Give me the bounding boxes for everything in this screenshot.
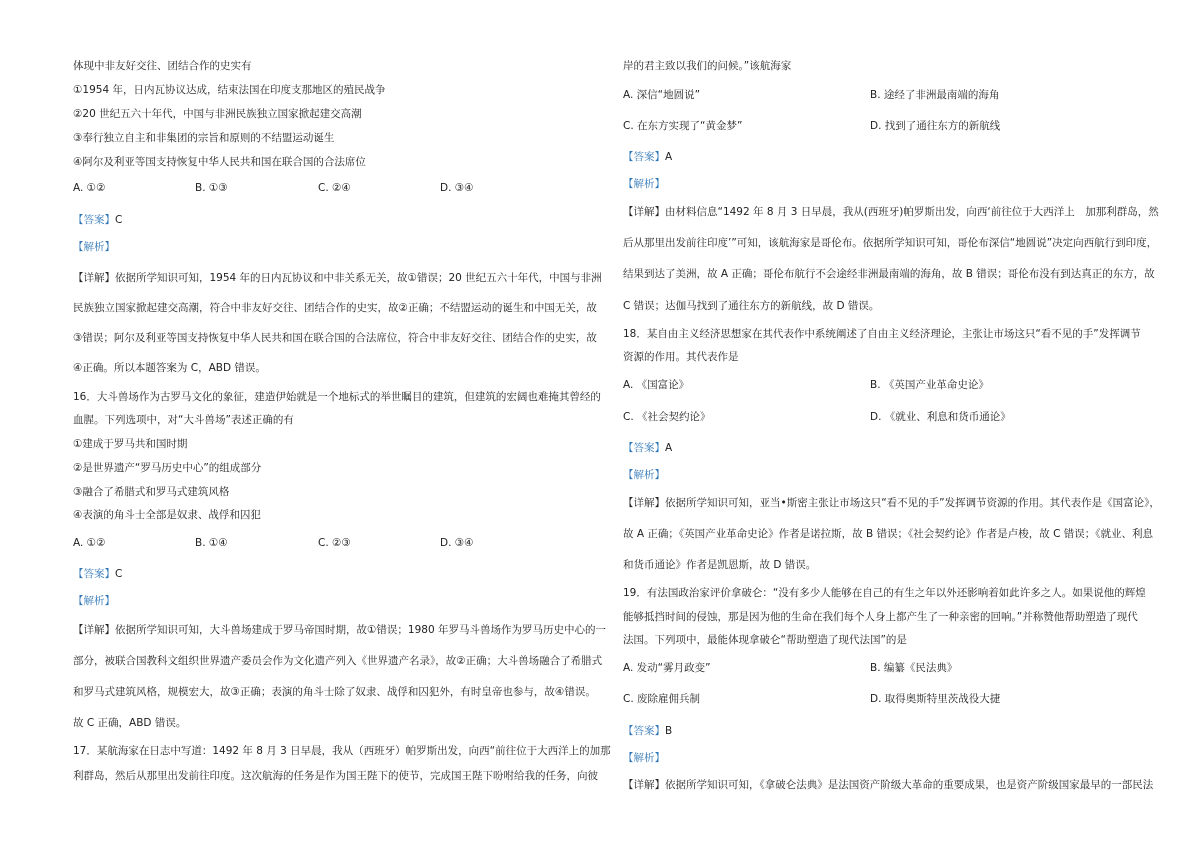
q16-item-1: ①建成于罗马共和国时期: [73, 438, 188, 450]
q19-answer: [623, 724, 672, 738]
q17-stem-line: 利群岛，然后从那里出发前往印度。这次航海的任务是作为国王陛下的使节，完成国王陛下吩咐给我的任务，向彼: [73, 770, 598, 782]
q17-analysis-tag: 【解析】: [623, 178, 665, 190]
q15-detail-line: 民族独立国家掀起建交高潮，符合中非友好交往、团结合作的史实，故②正确；不结盟运动的诞生和中国无关，故: [73, 302, 597, 314]
q15-option-b: B. ①③: [195, 182, 228, 194]
q18-analysis-tag: 【解析】: [623, 469, 665, 481]
q16-analysis-tag: 【解析】: [73, 595, 115, 607]
q15-detail-line: 【详解】依据所学知识可知，1954 年的日内瓦协议和中非关系无关，故①错误；20 世纪五六十年代，中国与非洲: [73, 272, 602, 284]
q17-stem-continued: 岸的君主致以我们的问候。”该航海家: [623, 60, 792, 72]
q16-option-d: D. ③④: [440, 537, 474, 549]
q17-answer: [623, 150, 672, 164]
q17-option-a: A. 深信“地圆说”: [623, 89, 701, 101]
q15-answer: [73, 213, 122, 227]
q18-detail-line: 【详解】依据所学知识可知，亚当•斯密主张让市场这只“看不见的手”发挥调节资源的作用。其代表作是《国富论》，: [623, 497, 1160, 509]
q16-detail-line: 和罗马式建筑风格，规模宏大，故③正确；表演的角斗士除了奴隶、战俘和囚犯外，有时皇帝也参与，故④错误。: [73, 686, 596, 698]
q15-detail-line: ④正确。所以本题答案为 C，ABD 错误。: [73, 362, 266, 374]
answer-tag: 【答案】: [73, 568, 115, 580]
q16-item-2: ②是世界遗产“罗马历史中心”的组成部分: [73, 462, 262, 474]
q19-analysis-tag: 【解析】: [623, 752, 665, 764]
q16-item-3: ③融合了希腊式和罗马式建筑风格: [73, 486, 230, 498]
q15-detail-line: ③错误；阿尔及利亚等国支持恢复中华人民共和国在联合国的合法席位，符合中非友好交往、团结合作的史实，故: [73, 332, 597, 344]
q19-stem-line: 法国。下列项中，最能体现拿破仑“帮助塑造了现代法国”的是: [623, 634, 907, 646]
answer-tag: 【答案】: [73, 214, 115, 226]
q16-option-a: A. ①②: [73, 537, 106, 549]
q18-detail-line: 和货币通论》作者是凯恩斯，故 D 错误。: [623, 559, 817, 571]
q16-stem-line: 血腥。下列选项中，对“大斗兽场”表述正确的有: [73, 414, 294, 426]
answer-value: B: [665, 725, 673, 737]
q17-detail-line: C 错误；达伽马找到了通往东方的新航线，故 D 错误。: [623, 300, 880, 312]
q18-option-a: A. 《国富论》: [623, 379, 690, 391]
q19-stem-line: 19．有法国政治家评价拿破仑：“没有多少人能够在自己的有生之年以外还影响着如此许多之人。如果说他的辉煌: [623, 587, 1146, 599]
q16-detail-line: 部分，被联合国教科文组织世界遗产委员会作为文化遗产列入《世界遗产名录》，故②正确；大斗兽场融合了希腊式: [73, 655, 603, 667]
q17-option-b: B. 途经了非洲最南端的海角: [870, 89, 1000, 101]
q16-detail-line: 故 C 正确，ABD 错误。: [73, 717, 187, 729]
q18-option-b: B. 《英国产业革命史论》: [870, 379, 989, 391]
q19-stem-line: 能够抵挡时间的侵蚀，那是因为他的生命在我们每个人身上都产生了一种亲密的回响。”并称赞他帮助塑造了现代: [623, 611, 1138, 623]
q18-option-c: C. 《社会契约论》: [623, 411, 711, 423]
q15-option-c: C. ②④: [318, 182, 351, 194]
q16-stem-line: 16．大斗兽场作为古罗马文化的象征，建造伊始就是一个地标式的举世瞩目的建筑，但建筑的宏阔也难掩其曾经的: [73, 391, 601, 403]
q19-option-a: A. 发动“雾月政变”: [623, 662, 711, 674]
answer-tag: 【答案】: [623, 151, 665, 163]
q18-stem-line: 18．某自由主义经济思想家在其代表作中系统阐述了自由主义经济理论，主张让市场这只“看不见的手”发挥调节: [623, 328, 1141, 340]
q16-detail-line: 【详解】依据所学知识可知，大斗兽场建成于罗马帝国时期，故①错误；1980 年罗马斗兽场作为罗马历史中心的一: [73, 624, 606, 636]
q19-detail-line: 【详解】依据所学知识可知，《拿破仑法典》是法国资产阶级大革命的重要成果，也是资产阶级国家最早的一部民法: [623, 779, 1154, 791]
q17-option-c: C. 在东方实现了“黄金梦”: [623, 120, 743, 132]
q15-item-2: ②20 世纪五六十年代，中国与非洲民族独立国家掀起建交高潮: [73, 108, 362, 120]
answer-value: C: [115, 214, 123, 226]
q15-option-d: D. ③④: [440, 182, 474, 194]
q16-item-4: ④表演的角斗士全部是奴隶、战俘和囚犯: [73, 509, 261, 521]
q17-detail-line: 【详解】由材料信息“1492 年 8 月 3 日早晨，我从(西班牙)帕罗斯出发，向西‘前往位于大西洋上 加那利群岛，然: [623, 206, 1159, 218]
q17-detail-line: 结果到达了美洲，故 A 正确；哥伦布航行不会途经非洲最南端的海角，故 B 错误；哥伦布没有到达真正的东方，故: [623, 268, 1155, 280]
q16-option-b: B. ①④: [195, 537, 228, 549]
answer-value: C: [115, 568, 123, 580]
q15-option-a: A. ①②: [73, 182, 106, 194]
q19-option-d: D. 取得奥斯特里茨战役大捷: [870, 693, 1001, 705]
q15-analysis-tag: 【解析】: [73, 241, 115, 253]
answer-value: A: [665, 442, 673, 454]
answer-tag: 【答案】: [623, 442, 665, 454]
q15-item-1: ①1954 年，日内瓦协议达成，结束法国在印度支那地区的殖民战争: [73, 84, 386, 96]
q17-detail-line: 后从那里出发前往印度’”可知，该航海家是哥伦布。依据所学知识可知，哥伦布深信“地圆说”决定向西航行到印度，: [623, 237, 1158, 249]
q15-item-3: ③奉行独立自主和非集团的宗旨和原则的不结盟运动诞生: [73, 132, 335, 144]
q18-detail-line: 故 A 正确；《英国产业革命史论》作者是诺拉斯，故 B 错误；《社会契约论》作者是卢梭，故 C 错误；《就业、利息: [623, 528, 1153, 540]
q19-option-c: C. 废除雇佣兵制: [623, 693, 701, 705]
q15-item-4: ④阿尔及利亚等国支持恢复中华人民共和国在联合国的合法席位: [73, 156, 366, 168]
q18-stem-line: 资源的作用。其代表作是: [623, 351, 739, 363]
q17-option-d: D. 找到了通往东方的新航线: [870, 120, 1001, 132]
q16-option-c: C. ②③: [318, 537, 351, 549]
q18-option-d: D. 《就业、利息和货币通论》: [870, 411, 1011, 423]
q16-answer: [73, 567, 122, 581]
q18-answer: [623, 441, 672, 455]
answer-tag: 【答案】: [623, 725, 665, 737]
question-intro: 体现中非友好交往、团结合作的史实有: [73, 60, 252, 72]
q19-option-b: B. 编纂《民法典》: [870, 662, 958, 674]
q17-stem-line: 17．某航海家在日志中写道：1492 年 8 月 3 日早晨，我从（西班牙）帕罗斯出发，向西“前往位于大西洋上的加那: [73, 745, 611, 757]
answer-value: A: [665, 151, 673, 163]
